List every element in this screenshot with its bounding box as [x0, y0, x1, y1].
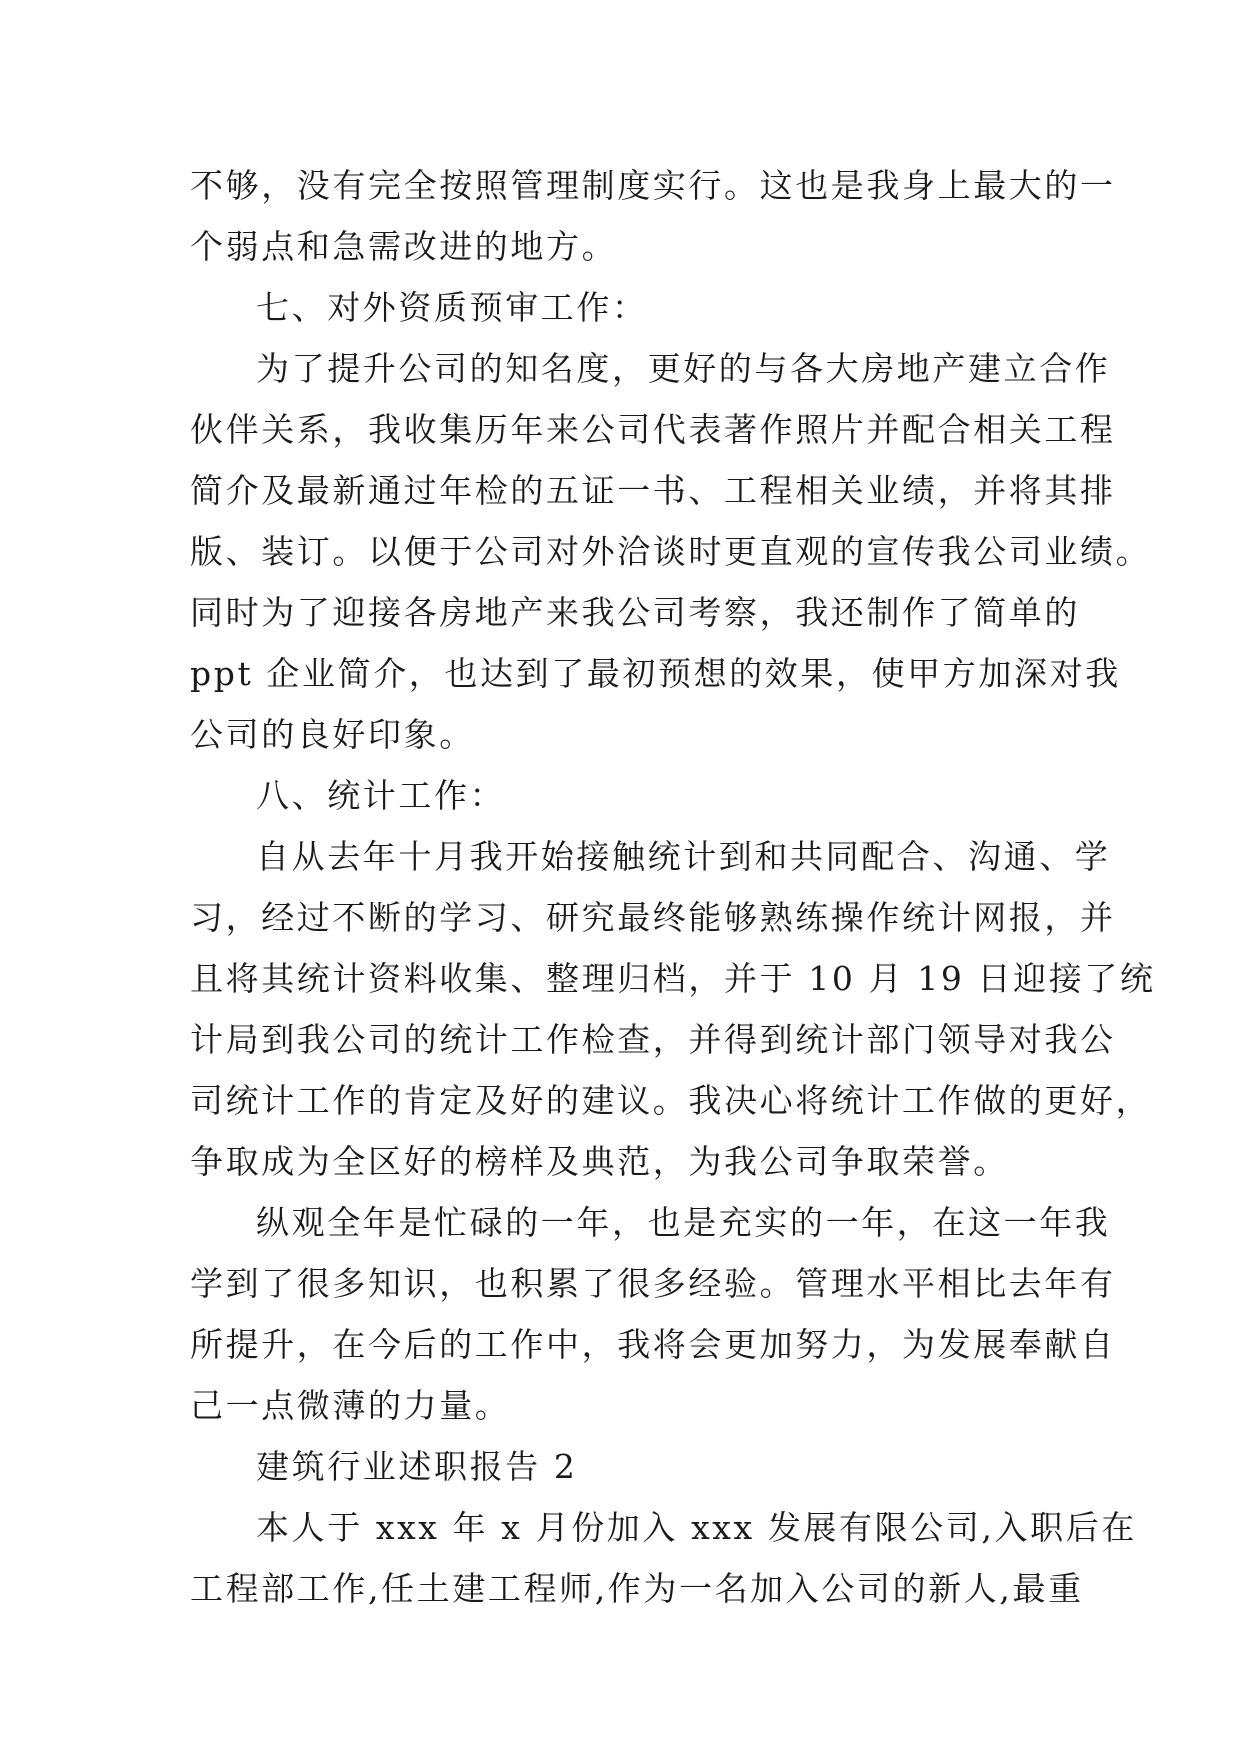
text-line-20: 所提升，在今后的工作中，我将会更加努力，为发展奉献自 [190, 1325, 1116, 1364]
text-line-14: 且将其统计资料收集、整理归档，并于 10 月 19 日迎接了统 [190, 959, 1156, 998]
text-line-7: 版、装订。以便于公司对外洽谈时更直观的宣传我公司业绩。 [190, 532, 1152, 571]
text-line-4: 为了提升公司的知名度，更好的与各大房地产建立合作 [256, 349, 1111, 388]
text-line-13: 习，经过不断的学习、研究最终能够熟练操作统计网报，并 [190, 898, 1116, 937]
text-line-10: 公司的良好印象。 [190, 715, 475, 754]
text-line-8: 同时为了迎接各房地产来我公司考察，我还制作了简单的 [190, 593, 1080, 632]
text-line-12: 自从去年十月我开始接触统计到和共同配合、沟通、学 [256, 837, 1111, 876]
document-body [190, 155, 1156, 1619]
text-line-9: ppt 企业简介，也达到了最初预想的效果，使甲方加深对我 [190, 654, 1121, 693]
text-line-15: 计局到我公司的统计工作检查，并得到统计部门领导对我公 [190, 1020, 1116, 1059]
report-title-2: 建筑行业述职报告 2 [256, 1447, 578, 1486]
section-heading-8: 八、统计工作： [256, 776, 506, 815]
text-line-21: 己一点微薄的力量。 [190, 1386, 511, 1425]
section-heading-7: 七、对外资质预审工作： [256, 288, 648, 327]
text-line-17: 争取成为全区好的榜样及典范，为我公司争取荣誉。 [190, 1142, 1009, 1181]
text-line-23: 本人于 xxx 年 x 月份加入 xxx 发展有限公司,入职后在 [256, 1508, 1137, 1547]
text-line-1: 不够，没有完全按照管理制度实行。这也是我身上最大的一 [190, 166, 1116, 205]
text-line-19: 学到了很多知识，也积累了很多经验。管理水平相比去年有 [190, 1264, 1116, 1303]
text-line-16: 司统计工作的肯定及好的建议。我决心将统计工作做的更好， [190, 1081, 1152, 1120]
text-line-24: 工程部工作,任土建工程师,作为一名加入公司的新人,最重 [190, 1569, 1084, 1608]
text-line-6: 简介及最新通过年检的五证一书、工程相关业绩，并将其排 [190, 471, 1116, 510]
text-line-18: 纵观全年是忙碌的一年，也是充实的一年，在这一年我 [256, 1203, 1111, 1242]
text-line-5: 伙伴关系，我收集历年来公司代表著作照片并配合相关工程 [190, 410, 1116, 449]
text-line-2: 个弱点和急需改进的地方。 [190, 227, 618, 266]
